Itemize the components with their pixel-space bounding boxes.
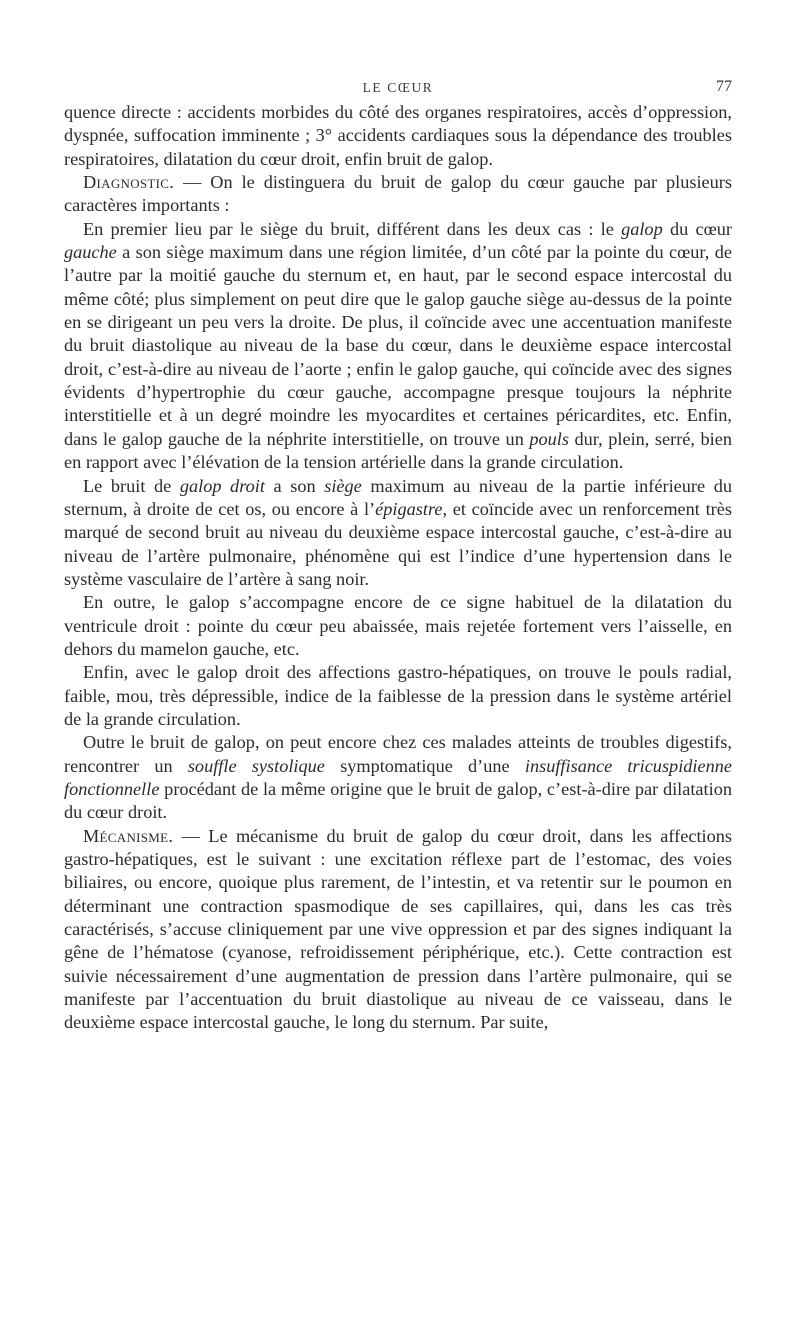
text-run: a son siège maximum dans une région limitée, d’un côté par la pointe du cœur, de l’autre par la moitié gauche du sternum et, en haut, par le second espace intercostal du même côté; plus simplement on peut dire que le galop gauche siège au-dessus de la pointe en se dirigeant un peu vers la droite. De plus, il coïncide avec une accentuation manifeste du bruit diastolique au niveau de la base du cœur, dans le deuxième espace intercostal droit, c’est-à-dire au niveau de l’aorte ; enfin le galop gauche, qui coïncide avec des signes évidents d’hypertrophie du cœur gauche, accompagne presque toujours la néphrite interstitielle et à un degré moindre les myocardites et certaines péricardites, etc. Enfin, dans le galop gauche de la néphrite interstitielle, on trouve un (64, 242, 732, 449)
text-run: Le bruit de (83, 475, 180, 496)
italic-term: gauche (64, 242, 117, 263)
italic-term: galop (621, 218, 663, 239)
paragraph-continuation (64, 101, 732, 171)
text-run: , et coïncide avec un renforcement très marqué de second bruit au niveau du deuxième espace intercostal gauche, c’est-à-dire au niveau de l’artère pulmonaire, phénomène qui est l’indice d’une hypertension dans le système vasculaire de l’artère à sang noir. (64, 498, 732, 589)
text-run: En premier lieu par le siège du bruit, différent dans les deux cas : le (83, 218, 622, 239)
paragraph-dilatation (64, 591, 732, 661)
paragraph-diagnostic (64, 171, 732, 218)
italic-term: pouls (529, 428, 569, 449)
running-title: LE CŒUR (362, 80, 434, 95)
paragraph-text: En outre, le galop s’accompagne encore de ce signe habituel de la dilatation du ventricule droit : pointe du cœur peu abaissée, mais rejetée fortement vers l’aisselle, en dehors du mamelon gauche, etc. (64, 592, 732, 659)
text-run: a son (264, 475, 325, 496)
text-run: du cœur (662, 218, 733, 239)
text-run: procédant de la même origine que le bruit de galop, c’est-à-dire par dilatation du cœur droit. (64, 778, 732, 823)
paragraph-left-galop (64, 218, 732, 475)
body-text (64, 101, 732, 1035)
italic-term: siège (324, 475, 362, 496)
italic-term: souffle systolique (187, 755, 325, 776)
paragraph-mecanisme (64, 825, 732, 1035)
text-run: dur, plein, serré, bien en rapport avec l’élévation de la tension artérielle dans la grande circulation. (64, 428, 732, 473)
paragraph-souffle (64, 731, 732, 824)
text-run: symptomatique d’une (324, 755, 525, 776)
text-run: maximum au niveau de la partie inférieure du sternum, à droite de cet os, ou encore à l’ (64, 475, 732, 519)
paragraph-right-galop (64, 475, 732, 592)
running-header (64, 78, 732, 98)
paragraph-text: — On le distinguera du bruit de galop du cœur gauche par plusieurs caractères importants : (64, 172, 732, 216)
italic-term: épigastre (375, 498, 443, 519)
paragraph-pouls (64, 661, 732, 731)
section-heading-diagnostic: Diagnostic. (83, 172, 175, 193)
paragraph-text: — Le mécanisme du bruit de galop du cœur droit, dans les affections gastro-hépatiques, est le suivant : une excitation réflexe part de l’estomac, des voies biliaires, ou encore, quoique plus rarement, de l’intestin, et va retentir sur le poumon en déterminant une contraction spasmodique de ses capillaires, qui, dans les cas très caractérisés, s’accuse cliniquement par une vive oppression et par des signes indiquant la gêne de l’hématose (cyanose, refroidissement périphérique, etc.). Cette contraction est suivie nécessairement d’une augmentation de pression dans l’artère pulmonaire, qui se manifeste par l’accentuation du bruit diastolique au niveau de ce vaisseau, dans le deuxième espace intercostal gauche, le long du sternum. Par suite, (64, 825, 732, 1033)
italic-term: insuffisance tricuspidienne fonctionnelle (64, 755, 733, 799)
page-number: 77 (716, 78, 732, 95)
section-heading-mecanisme: Mécanisme. (83, 825, 174, 846)
text-run: Outre le bruit de galop, on peut encore chez ces malades atteints de troubles digestifs, rencontrer un (64, 732, 732, 776)
italic-term: galop droit (179, 475, 265, 496)
paragraph-text: Enfin, avec le galop droit des affections gastro-hépatiques, on trouve le pouls radial, faible, mou, très dépressible, indice de la faiblesse de la pression dans le système artériel de la grande circulation. (64, 662, 732, 729)
paragraph-text: quence directe : accidents morbides du côté des organes respiratoires, accès d’oppression, dyspnée, suffocation imminente ; 3° accidents cardiaques sous la dépendance des troubles respiratoires, dilatation du cœur droit, enfin bruit de galop. (64, 102, 732, 169)
